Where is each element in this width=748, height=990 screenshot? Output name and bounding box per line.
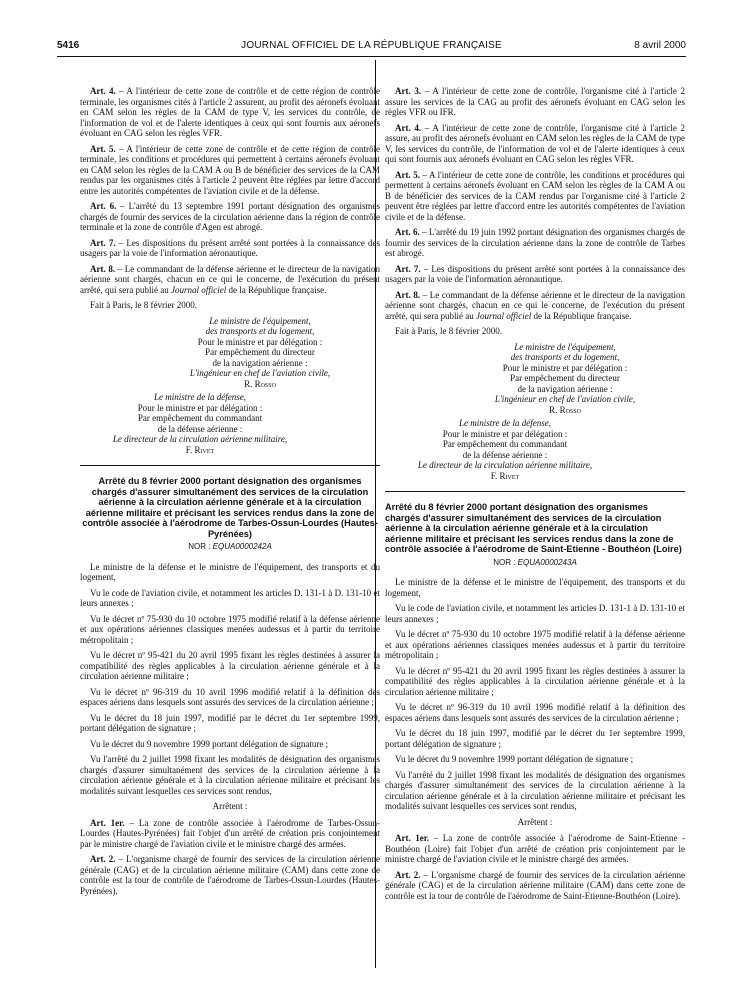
header-rule [57, 56, 686, 57]
arretent-heading: Arrêtent : [212, 801, 248, 811]
signatory-name: F. Rivet [490, 470, 520, 481]
article-paragraph: Art. 7. – Les dispositions du présent arrêté sont portées à la connaissance des usagers par la voie de l'information aéronautique. [80, 237, 381, 258]
visa-paragraph: Le ministre de la défense et le ministre de l'équipement, des transports et du logement, [80, 561, 380, 582]
signatory-name: F. Rivet [185, 444, 215, 455]
page-header [57, 40, 686, 54]
article-paragraph: Art. 5. – A l'intérieur de cette zone de contrôle, les conditions et procédures qui permettent à certains aéronefs évoluant en CAM selon les règles de la CAM A ou B de bénéficier des services de la CAM rendus par l'organisme cité à l'article 2 peuvent être réglées par lettre d'accord entre les autorités compétentes de l'aviation civile et de la défense. [385, 169, 685, 222]
visa-paragraph: Vu le décret nº 95-421 du 20 avril 1995 fixant les règles destinées à assurer la compatibilité des règles applicables à la circulation aérienne générale et à la circulation aérienne militaire ; [80, 650, 380, 681]
journal-title: JOURNAL OFFICIEL DE LA RÉPUBLIQUE FRANÇAISE [241, 40, 502, 51]
article-paragraph: Art. 4. – A l'intérieur de cette zone de contrôle, l'organisme cité à l'article 2 assure, au profit des aéronefs évoluant en CAM selon les règles de la CAM de type V, les services du contrôle, de l'information de vol et de l'alerte identiques à ceux qui sont fournis aux aéronefs évoluant en CAG selon les règles VFR. [385, 122, 685, 164]
visa-paragraph: Vu le code de l'aviation civile, et notamment les articles D. 131-1 à D. 131-10 et leurs annexes ; [385, 603, 685, 624]
arretent-heading: Arrêtent : [517, 816, 553, 827]
article-paragraph: Art. 7. – Les dispositions du présent arrêté sont portées à la connaissance des usagers par la voie de l'information aéronautique. [385, 263, 686, 284]
signature-defense: Le ministre de la défense, Pour le ministre et par délégation : Par empêchement du commandant de la défense aérienne : Le directeur de la circulation aérienne militaire, F. Rivet [385, 418, 625, 481]
visa-paragraph: Vu le décret du 9 novembre 1999 portant délégation de signature ; [395, 754, 634, 764]
fait-a-paris: Fait à Paris, le 8 février 2000. [90, 300, 197, 310]
article-paragraph: Art. 2. – L'organisme chargé de fournir des services de la circulation aérienne générale (CAG) et de la circulation aérienne militaire (CAM) dans cette zone de contrôle est la tour de contrôle de l'aérodrome de Saint-Etienne-Bouthéon (Loire). [385, 869, 686, 901]
visa-paragraph: Vu le décret nº 75-930 du 10 octobre 1975 modifié relatif à la défense aérienne et aux opérations aériennes classiques menées audessus et à partir du territoire métropolitain ; [80, 613, 380, 645]
arrete-title: Arrêté du 8 février 2000 portant désignation des organismes chargés d'assurer simultanément des services de la circulation aérienne à la circulation aérienne générale et à la circulation aérienne militaire et précisant les services rendus dans la zone de contrôle associée à l'aérodrome de Saint-Etienne - Bouthéon (Loire) [385, 502, 682, 554]
visa-paragraph: Vu l'arrêté du 2 juillet 1998 fixant les modalités de désignation des organismes chargés d'assurer simultanément des services de la circulation aérienne à la circulation aérienne générale et à la circulation aérienne militaire et précisant les modalités suivant lesquelles ces services sont rendus, [385, 769, 685, 811]
signature-equipement: Le ministre de l'équipement, des transports et du logement, Pour le ministre et par délégation : Par empêchement du directeur de la navigation aérienne : L'ingénieur en chef de l'aviation civile, R. Rosso [80, 316, 380, 390]
article-paragraph: Art. 6. – L'arrêté du 13 septembre 1991 portant désignation des organismes chargés de fournir des services de la circulation aérienne dans la région de contrôle terminale et la zone de contrôle d'Agen est abrogé. [80, 201, 380, 232]
visa-paragraph: Vu le décret du 18 juin 1997, modifié par le décret du 1er septembre 1999, portant délégation de signature ; [80, 712, 380, 733]
visa-paragraph: Vu le code de l'aviation civile, et notamment les articles D. 131-1 à D. 131-10 et leurs annexes ; [80, 587, 380, 608]
arrete-title: Arrêté du 8 février 2000 portant désignation des organismes chargés d'assurer simultanément des services de la circulation aérienne à la circulation aérienne générale et à la circulation aérienne militaire et précisant les services rendus dans la zone de contrôle associée à l'aérodrome de Tarbes-Ossun-Lourdes (Hautes-Pyrénées) [82, 476, 378, 539]
section-separator [385, 491, 685, 492]
article-paragraph: Art. 8. – Le commandant de la défense aérienne et le directeur de la navigation aérienne sont chargés, chacun en ce qui le concerne, de l'exécution du présent arrêté, qui sera publié au Journal officiel de la République française. [385, 289, 685, 321]
visa-paragraph: Vu l'arrêté du 2 juillet 1998 fixant les modalités de désignation des organismes chargés d'assurer simultanément des services de la circulation aérienne à la circulation aérienne générale et à la circulation aérienne militaire et précisant les modalités suivant lesquelles ces services sont rendus, [80, 754, 380, 796]
visa-paragraph: Vu le décret nº 75-930 du 10 octobre 1975 modifié relatif à la défense aérienne et aux opérations aériennes classiques menées audessus et à partir du territoire métropolitain ; [385, 629, 685, 660]
right-column [385, 86, 685, 906]
page-number: 5416 [57, 40, 80, 51]
signature-defense: Le ministre de la défense, Pour le ministre et par délégation : Par empêchement du commandant de la défense aérienne : Le directeur de la circulation aérienne militaire, F. Rivet [80, 392, 320, 455]
article-paragraph: Art. 8. – Le commandant de la défense aérienne et le directeur de la navigation aérienne sont chargés, chacun en ce qui le concerne, de l'exécution du présent arrêté, qui sera publié au Journal officiel de la République française. [80, 263, 380, 295]
article-paragraph: Art. 3. – A l'intérieur de cette zone de contrôle, l'organisme cité à l'article 2 assure les services de la CAG au profit des aéronefs évoluant en CAG selon les règles VFR ou IFR. [385, 86, 685, 117]
signature-equipement: Le ministre de l'équipement, des transports et du logement, Pour le ministre et par délégation : Par empêchement du directeur de la navigation aérienne : L'ingénieur en chef de l'aviation civile, R. Rosso [385, 342, 685, 416]
article-paragraph: Art. 1er. – La zone de contrôle associée à l'aérodrome de Saint-Etienne - Bouthéon (Loire) fait l'objet d'un arrêté de création pris conjointement par le ministre chargé de l'aviation civile et le ministre chargé des armées. [385, 833, 685, 864]
issue-date: 8 avril 2000 [634, 40, 686, 51]
signatory-name: R. Rosso [549, 404, 581, 415]
left-column [80, 86, 380, 901]
article-paragraph: Art. 6. – L'arrêté du 19 juin 1992 portant désignation des organismes chargés de fournir des services de la circulation aérienne dans la zone de contrôle de Tarbes est abrogé. [385, 227, 685, 258]
section-separator [80, 465, 380, 466]
visa-paragraph: Le ministre de la défense et le ministre de l'équipement, des transports et du logement, [385, 577, 685, 598]
article-paragraph: Art. 5. – A l'intérieur de cette zone de contrôle et de cette région de contrôle terminale, les conditions et procédures qui permettent à certains aéronefs évoluant en CAM selon les règles de la CAM A ou B de bénéficier des services de la CAM rendus par les organismes cités à l'article 2 peuvent être réglées par lettre d'accord entre les autorités compétentes de l'aviation civile et de la défense. [80, 143, 381, 196]
visa-paragraph: Vu le décret nº 95-421 du 20 avril 1995 fixant les règles destinées à assurer la compatibilité des règles applicables à la circulation aérienne générale et à la circulation aérienne militaire ; [385, 665, 685, 697]
article-paragraph: Art. 2. – L'organisme chargé de fournir des services de la circulation aérienne générale (CAG) et de la circulation aérienne militaire (CAM) dans cette zone de contrôle est la tour de contrôle de l'aérodrome de Tarbes-Ossun-Lourdes (Hautes-Pyrénées). [80, 854, 381, 896]
fait-a-paris: Fait à Paris, le 8 février 2000. [395, 326, 502, 336]
article-paragraph: Art. 4. – A l'intérieur de cette zone de contrôle et de cette région de contrôle terminale, les organismes cités à l'article 2 assurent, au profit des aéronefs évoluant en CAM selon les règles de la CAM de type V, les services du contrôle, de l'information de vol et de l'alerte identiques à ceux qui sont fournis aux aéronefs évoluant en CAG selon les règles VFR. [80, 86, 381, 138]
visa-paragraph: Vu le décret nº 96-319 du 10 avril 1996 modifié relatif à la définition des espaces aériens dans lesquels sont assurés des services de la circulation aérienne ; [80, 686, 380, 707]
nor-reference: NOR : EQUA0000242A [188, 542, 272, 551]
visa-paragraph: Vu le décret nº 96-319 du 10 avril 1996 modifié relatif à la définition des espaces aériens dans lesquels sont assurés des services de la circulation aérienne ; [385, 702, 685, 723]
visa-paragraph: Vu le décret du 9 novembre 1999 portant délégation de signature ; [90, 738, 329, 749]
visa-paragraph: Vu le décret du 18 juin 1997, modifié par le décret du 1er septembre 1999, portant délégation de signature ; [385, 728, 685, 749]
signatory-name: R. Rosso [244, 378, 276, 389]
nor-reference: NOR : EQUA0000243A [493, 557, 577, 567]
article-paragraph: Art. 1er. – La zone de contrôle associée à l'aérodrome de Tarbes-Ossun-Lourdes (Hautes-Pyrénées) fait l'objet d'un arrêté de création pris conjointement par le ministre chargé de l'aviation civile et le ministre chargé des armées. [80, 817, 381, 849]
